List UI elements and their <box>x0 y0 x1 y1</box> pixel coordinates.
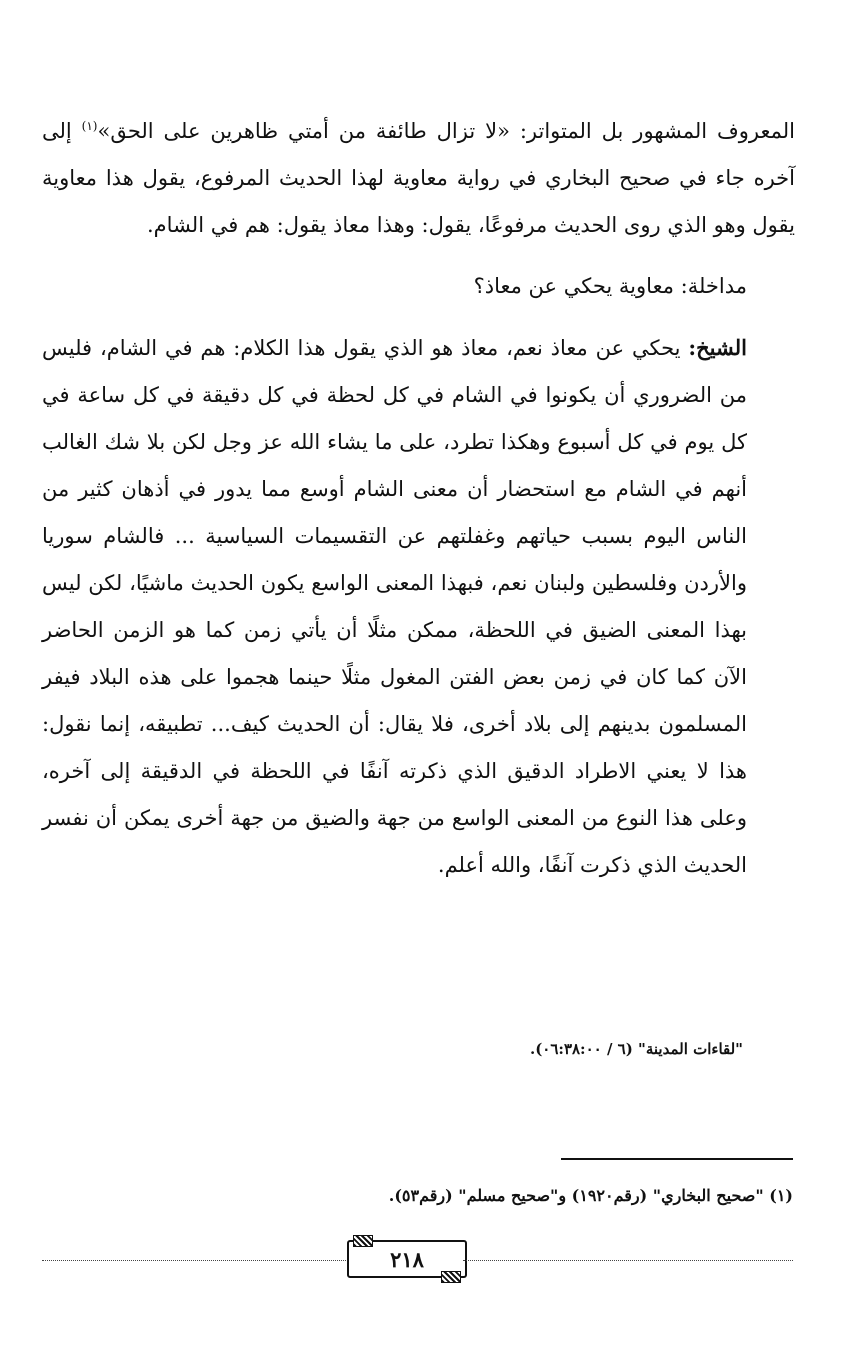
paragraph-1-rest: إلى آخره جاء في صحيح البخاري في رواية معاوية لهذا الحديث المرفوع، يقول هذا معاوية يقول وهو الذي روى الحديث مرفوعًا، يقول: وهذا معاذ يقول: هم في الشام. <box>42 119 795 237</box>
paragraph-1 <box>42 108 795 249</box>
footnote-reference: (١) <box>81 119 98 133</box>
paragraph-gap <box>42 249 795 263</box>
answer-text: يحكي عن معاذ نعم، معاذ هو الذي يقول هذا الكلام: هم في الشام، فليس من الضروري أن يكونوا في الشام في كل لحظة في كل دقيقة في كل ساعة في كل يوم في كل أسبوع وهكذا تطرد، على ما يشاء الله عز وجل لكن بلا شك الغالب أنهم في الشام مع استحضار أن معنى الشام أوسع مما يدور في أذهان كثير من الناس اليوم بسبب حياتهم وغفلتهم عن التقسيمات السياسية ... فالشام سوريا والأردن وفلسطين ولبنان نعم، فبهذا المعنى الواسع يكون الحديث ماشيًا، لكن ليس بهذا المعنى الضيق في اللحظة، ممكن مثلًا أن يأتي زمن كما هو الزمن الحاضر الآن كما كان في زمن بعض الفتن المغول مثلًا حينما هجموا على هذه البلاد فيفر المسلمون بدينهم إلى بلاد أخرى، فلا يقال: أن الحديث كيف... تطبيقه، إنما نقول: هذا لا يعني الاطراد الدقيق الذي ذكرته آنفًا في اللحظة في الدقيقة إلى آخره، وعلى هذا النوع من المعنى الواسع من جهة والضيق من جهة أخرى يمكن أن نفسر الحديث الذي ذكرت آنفًا، والله أعلم. <box>42 336 747 877</box>
page-number-frame <box>347 1240 467 1278</box>
footnote-text: (١) "صحيح البخاري" (رقم١٩٢٠) و"صحيح مسلم" (رقم٥٣). <box>388 1186 793 1205</box>
page-footer <box>42 1240 793 1280</box>
source-citation: "لقاءات المدينة" (٦ / ٠٦:٣٨:٠٠). <box>529 1040 743 1058</box>
footer-dotted-line-right <box>463 1260 793 1261</box>
paragraph-gap <box>42 310 795 324</box>
answer-paragraph <box>42 324 795 889</box>
page-number: ٢١٨ <box>390 1246 424 1272</box>
footnote-separator <box>561 1158 793 1160</box>
question-paragraph: مداخلة: معاوية يحكي عن معاذ؟ <box>473 274 747 298</box>
paragraph-1-intro: المعروف المشهور بل المتواتر: <box>509 119 795 143</box>
speaker-label: الشيخ: <box>688 335 747 360</box>
hadith-quote: «لا تزال طائفة من أمتي ظاهرين على الحق» <box>97 119 510 143</box>
footer-dotted-line-left <box>42 1260 348 1261</box>
main-text <box>42 108 795 889</box>
